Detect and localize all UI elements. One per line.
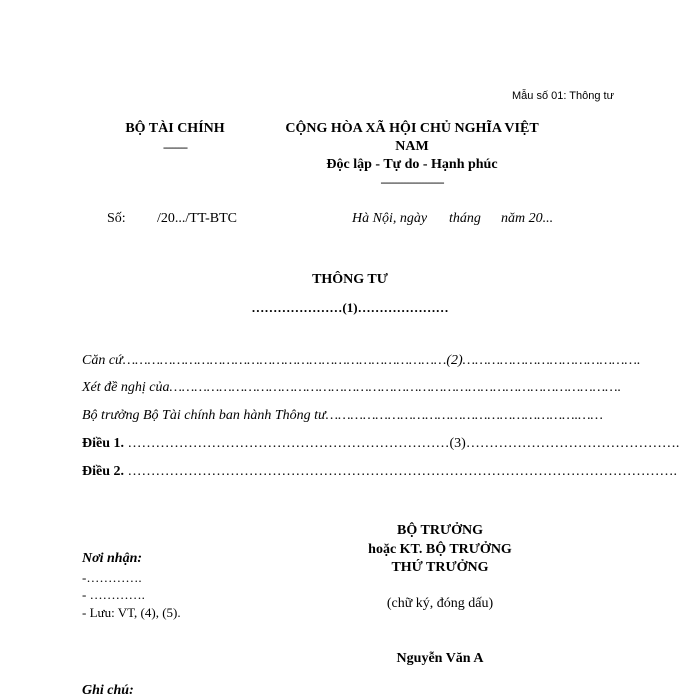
doc-number-label: Số: [107, 211, 126, 226]
date-month: tháng [449, 211, 481, 226]
body-xet-de-nghi: Xét đề nghị của………………………………………………………………………………………………. [82, 380, 622, 395]
signer-title-2: hoặc KT. BỘ TRƯỞNG [368, 542, 512, 557]
article-1-label: Điều 1. [82, 436, 124, 451]
org-rule: -------- [163, 140, 187, 154]
recipient-item-1: -…………. [82, 570, 142, 585]
article-2 [82, 464, 677, 480]
article-2-text: ………………………………………………………………………………………………………. [124, 464, 677, 479]
signer-name: Nguyễn Văn A [396, 651, 484, 666]
body-bo-truong-line: Bộ trưởng Bộ Tài chính ban hành Thông tư…………………………………………………….…… [82, 408, 604, 423]
recipients-title: Nơi nhận: [82, 551, 143, 566]
date-place: Hà Nội, ngày [352, 211, 428, 226]
doc-title: …………………(1)………………… [251, 300, 449, 315]
national-motto: Độc lập - Tự do - Hạnh phúc [326, 157, 498, 172]
national-title-line2: NAM [395, 139, 429, 154]
article-2-label: Điều 2. [82, 464, 124, 479]
recipient-item-3: - Lưu: VT, (4), (5). [82, 605, 181, 620]
signer-title-1: BỘ TRƯỞNG [397, 523, 483, 538]
form-label: Mẫu số 01: Thông tư [512, 90, 614, 102]
org-name: BỘ TÀI CHÍNH [125, 121, 225, 136]
signer-title-3: THỨ TRƯỞNG [391, 560, 489, 575]
doc-type: THÔNG TƯ [312, 272, 388, 287]
article-1 [82, 436, 680, 452]
national-title-line1: CỘNG HÒA XÃ HỘI CHỦ NGHĨA VIỆT [285, 121, 539, 136]
date-year: năm 20... [501, 211, 554, 226]
national-rule: --------------------- [380, 175, 444, 189]
signature-note: (chữ ký, đóng dấu) [386, 596, 494, 611]
doc-number-value: /20.../TT-BTC [157, 211, 237, 226]
recipient-item-2: - …………. [82, 587, 145, 602]
article-1-text: ……………………………………………………………(3)………………………………………. [124, 436, 680, 451]
notes-title: Ghi chú: [82, 683, 134, 698]
body-can-cu: Căn cứ……………………………………………………………………(2)……………………………………. [82, 353, 641, 368]
